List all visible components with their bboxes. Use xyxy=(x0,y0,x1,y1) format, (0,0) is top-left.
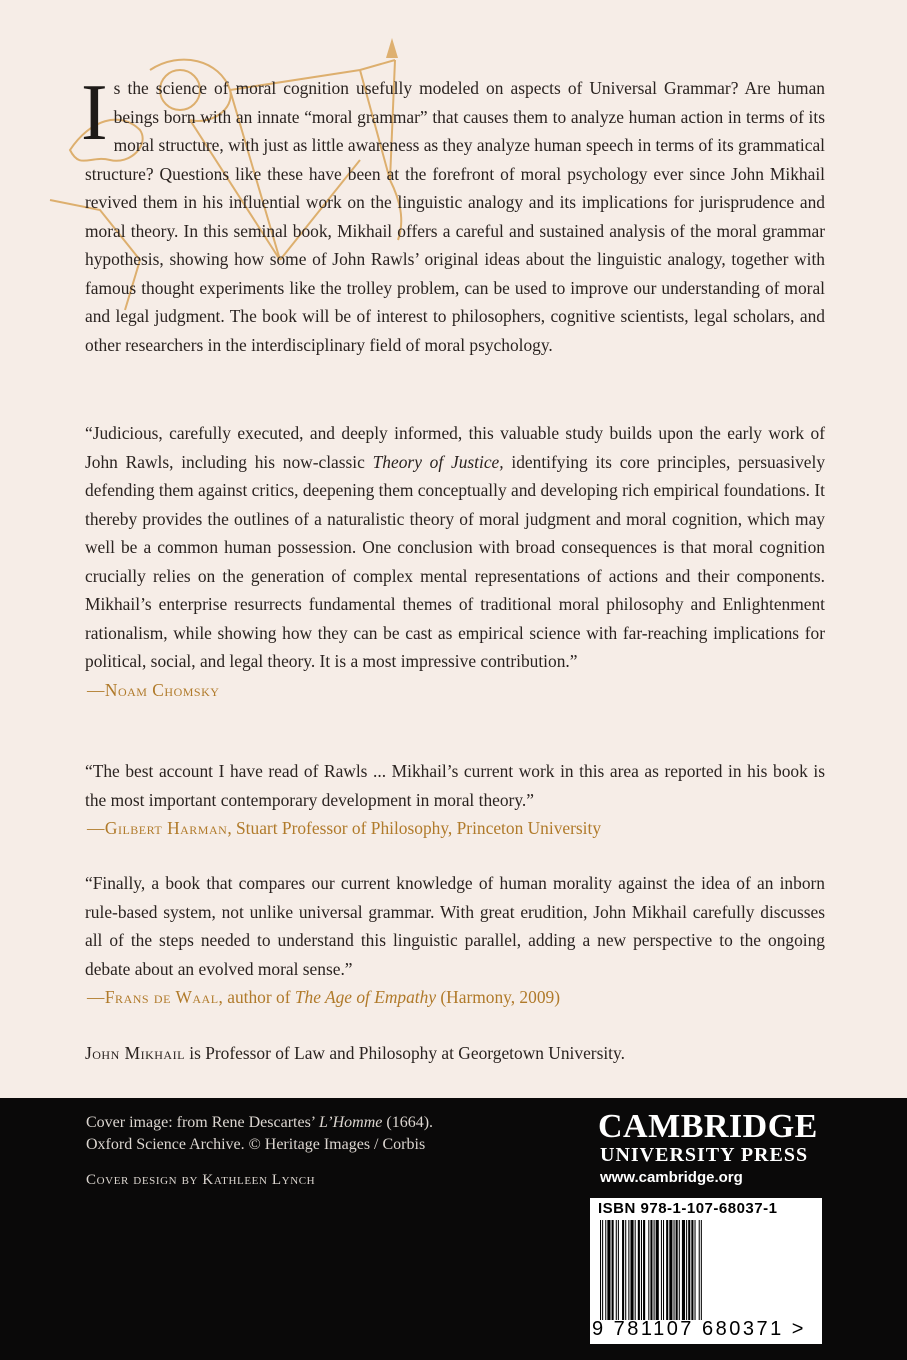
quote-text: “The best account I have read of Rawls ... Mikhail’s current work in this area as reported in his book is the most important contemporary development in moral theory.” xyxy=(85,761,825,810)
bio-text: is Professor of Law and Philosophy at Georgetown University. xyxy=(184,1043,625,1063)
barcode-panel xyxy=(590,1198,822,1344)
quote-affiliation-italic: The Age of Empathy xyxy=(294,987,437,1007)
quote-affiliation: , Stuart Professor of Philosophy, Princeton University xyxy=(227,818,602,838)
cover-image-credit xyxy=(86,1112,433,1156)
publisher-logo-line1: CAMBRIDGE xyxy=(598,1108,818,1145)
quote-chomsky xyxy=(85,419,825,704)
credit-italic: L’Homme xyxy=(318,1114,383,1131)
quote-attribution xyxy=(87,814,825,843)
publisher-logo-line2: UNIVERSITY PRESS xyxy=(600,1144,809,1166)
quote-affiliation: , author of xyxy=(218,987,295,1007)
quote-author: —Frans de Waal xyxy=(87,987,219,1007)
intro-paragraph xyxy=(81,69,825,359)
quote-text: “Finally, a book that compares our current knowledge of human morality against the idea of an inborn rule-based system, not unlike universal grammar. With great erudition, John Mikhail carefully discusses all of the steps needed to understand this linguistic parallel, adding a new perspective to the ongoing debate about an evolved moral sense.” xyxy=(85,873,825,979)
quote-text-part: identifying its core principles, persuasively defending them against critics, deepening them conceptually and developing rich empirical foundations. It thereby provides the outlines of a naturalistic theory of moral judgment and moral cognition, which may well be a common human possession. One conclusion with broad consequences is that moral cognition crucially relies on the generation of complex mental representations of actions and their components. Mikhail’s enterprise resurrects fundamental themes of traditional moral philosophy and Enlightenment rationalism, while showing how they can be cast as empirical science with far-reaching implications for political, social, and legal theory. It is a most impressive contribution.” xyxy=(85,451,826,671)
quote-harman xyxy=(85,757,825,843)
isbn-label: ISBN 978-1-107-68037-1 xyxy=(598,1200,778,1217)
intro-text: s the science of moral cognition usefully modeled on aspects of Universal Grammar? Are human beings born with an innate “moral grammar” that causes them to analyze human action in terms of its moral structure, with just as little awareness as they analyze human speech in terms of its grammatical structure? Questions like these have been at the forefront of moral psychology ever since John Mikhail revived them in his influential work on the linguistic analogy and its implications for jurisprudence and moral theory. In this seminal book, Mikhail offers a careful and sustained analysis of the moral grammar hypothesis, showing how some of John Rawls’ original ideas about the linguistic analogy, together with famous thought experiments like the trolley problem, can be used to improve our understanding of moral and legal judgment. The book will be of interest to philosophers, cognitive scientists, legal scholars, and other researchers in the interdisciplinary field of moral psychology. xyxy=(85,78,825,355)
quote-de-waal xyxy=(85,869,825,1012)
quote-attribution xyxy=(87,983,825,1012)
credit-text: (1664). xyxy=(382,1114,434,1131)
quote-author: —Gilbert Harman xyxy=(87,818,228,838)
author-bio xyxy=(85,1039,825,1068)
quote-affiliation: (Harmony, 2009) xyxy=(436,987,561,1007)
quote-author: —Noam Chomsky xyxy=(87,679,220,700)
quote-attribution xyxy=(87,676,825,705)
drop-cap: I xyxy=(81,69,108,157)
credit-line-2: Oxford Science Archive. © Heritage Images / Corbis xyxy=(86,1136,426,1153)
quote-text-italic: Theory of Justice, xyxy=(372,451,504,472)
cover-design-credit: Cover design by Kathleen Lynch xyxy=(86,1172,316,1188)
quote-text-part: “Judicious, carefully executed, and deeply informed, this valuable study builds upon the early work of John Rawls, including his now-classic xyxy=(85,423,825,472)
bio-name: John Mikhail xyxy=(85,1043,185,1063)
barcode-icon xyxy=(600,1220,812,1320)
publisher-url: www.cambridge.org xyxy=(600,1169,743,1186)
barcode-number: 9 781107 680371 > xyxy=(592,1318,806,1340)
quote-text xyxy=(85,419,825,676)
credit-text: Cover image: from Rene Descartes’ xyxy=(86,1114,319,1131)
